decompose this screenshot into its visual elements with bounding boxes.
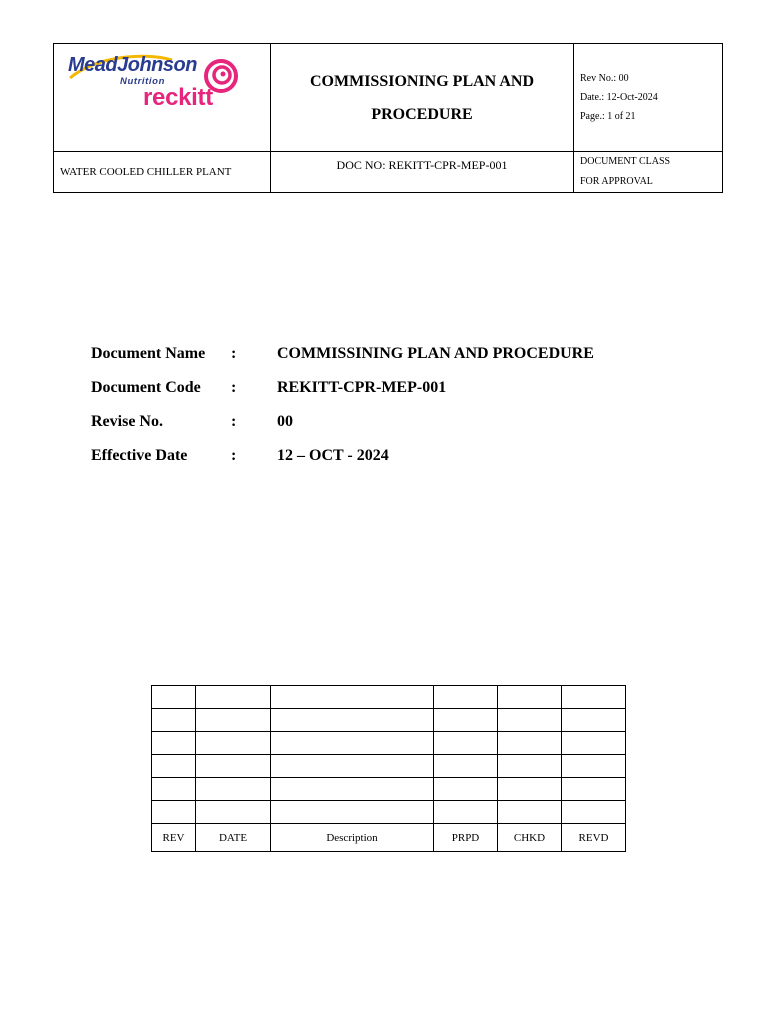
revision-table [151, 685, 626, 852]
column-header-rev: REV [152, 824, 196, 852]
info-value: 00 [277, 413, 293, 430]
reckitt-swirl-icon [203, 58, 239, 94]
reckitt-logo: reckitt [143, 84, 213, 111]
info-colon: : [231, 447, 237, 464]
info-value: COMMISSINING PLAN AND PROCEDURE [277, 345, 594, 362]
info-colon: : [231, 345, 237, 362]
document-header [53, 43, 723, 193]
nutrition-logo-text: Nutrition [120, 76, 165, 87]
table-row [152, 778, 626, 801]
table-row [152, 686, 626, 709]
mead-johnson-logo: MeadJohnson [68, 54, 197, 76]
document-class-cell [574, 152, 723, 193]
info-label: Effective Date [91, 447, 188, 464]
info-label: Revise No. [91, 413, 163, 430]
column-header-prpd: PRPD [434, 824, 498, 852]
info-value: REKITT-CPR-MEP-001 [277, 379, 447, 396]
column-header-description: Description [271, 824, 434, 852]
column-header-date: DATE [196, 824, 271, 852]
doc-class-value: FOR APPROVAL [580, 176, 653, 187]
info-label: Document Name [91, 345, 206, 362]
page-count: Page.: 1 of 21 [580, 111, 636, 122]
rev-no: Rev No.: 00 [580, 73, 629, 84]
column-header-chkd: CHKD [498, 824, 562, 852]
info-colon: : [231, 379, 237, 396]
table-row [152, 732, 626, 755]
table-row [152, 709, 626, 732]
issue-date: Date.: 12-Oct-2024 [580, 92, 658, 103]
table-row [152, 755, 626, 778]
title-line-2: PROCEDURE [371, 105, 473, 123]
column-header-revd: REVD [562, 824, 626, 852]
document-title [271, 44, 574, 152]
table-row [152, 801, 626, 824]
info-colon: : [231, 413, 237, 430]
meta-cell [574, 44, 723, 152]
revision-table-header [152, 824, 626, 852]
logo-cell [54, 44, 271, 152]
info-label: Document Code [91, 379, 201, 396]
title-line-1: COMMISSIONING PLAN AND [309, 72, 534, 90]
doc-class-label: DOCUMENT CLASS [580, 156, 671, 167]
plant-name: WATER COOLED CHILLER PLANT [54, 152, 271, 193]
info-value: 12 – OCT - 2024 [277, 447, 389, 464]
doc-no: DOC NO: REKITT-CPR-MEP-001 [271, 152, 574, 193]
